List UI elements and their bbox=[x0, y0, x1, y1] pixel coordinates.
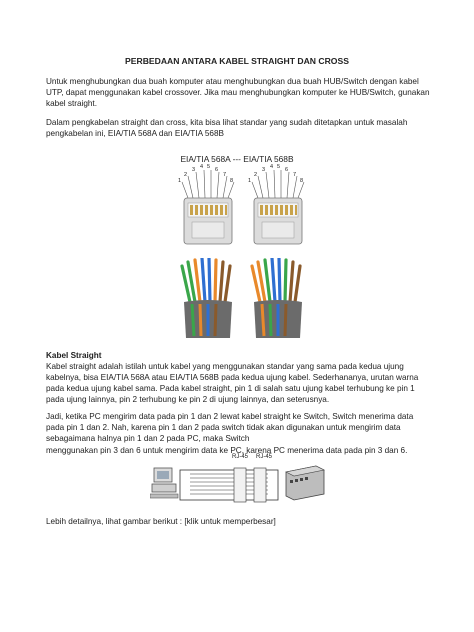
cable-end-icon bbox=[246, 258, 310, 340]
document-title: PERBEDAAN ANTARA KABEL STRAIGHT DAN CROSS bbox=[125, 56, 349, 66]
section-paragraph-1: Kabel straight adalah istilah untuk kabel yang menggunakan standar yang sama pada kedua ujung kabelnya, bisa EIA/TIA 568A atau EIA/TIA 568B pada kedua ujung kabel. Sederhananya, urutan warna pada kedua ujung kabel sama. Pada kabel straight, pin 1 di salah satu ujung kabel terhubung ke pin 1 pada ujung lainnya, pin 2 terhubung ke pin 2 di ujung lainnya, dan seterusnya. bbox=[46, 362, 419, 404]
pin-number-label: 6 bbox=[215, 167, 219, 173]
intro-paragraph-2: Dalam pengkabelan straight dan cross, kita bisa lihat standar yang sudah ditetapkan untuk masalah pengkabelan ini, EIA/TIA 568A dan EIA/TIA 568B bbox=[46, 118, 408, 138]
pin-number-label: 5 bbox=[277, 164, 281, 170]
pin-number-label: 7 bbox=[223, 172, 227, 178]
pc-switch-diagram bbox=[150, 454, 326, 510]
pin-number-label: 1 bbox=[178, 178, 182, 184]
section-heading: Kabel Straight bbox=[46, 351, 102, 360]
rj45-connector-icon bbox=[248, 170, 308, 248]
computer-icon bbox=[150, 468, 178, 498]
pin-number-label: 6 bbox=[285, 167, 289, 173]
pin-number-label: 7 bbox=[293, 172, 297, 178]
switch-icon bbox=[286, 466, 324, 500]
pin-number-label: 1 bbox=[248, 178, 252, 184]
rj45-label-right: RJ-45 bbox=[256, 454, 273, 460]
figure-caption: EIA/TIA 568A --- EIA/TIA 568B bbox=[180, 154, 294, 164]
pin-number-label: 2 bbox=[184, 172, 188, 178]
intro-paragraph-1: Untuk menghubungkan dua buah komputer atau menghubungkan dua buah HUB/Switch dengan kabel UTP, dapat menggunakan kabel crossover. Jika mau menghubungkan komputer ke HUB/Switch, gunakan kabel straight. bbox=[46, 77, 430, 108]
pin-number-label: 4 bbox=[200, 164, 204, 170]
pin-number-label: 8 bbox=[230, 178, 234, 184]
pin-number-label: 3 bbox=[262, 167, 266, 173]
pin-number-label: 8 bbox=[300, 178, 304, 184]
pin-number-label: 5 bbox=[207, 164, 211, 170]
rj45-connector-icon bbox=[178, 170, 238, 248]
pin-number-label: 3 bbox=[192, 167, 196, 173]
rj45-label-left: RJ-45 bbox=[232, 454, 249, 460]
pin-number-label: 2 bbox=[254, 172, 258, 178]
section-paragraph-2a: Jadi, ketika PC mengirim data pada pin 1 dan 2 lewat kabel straight ke Switch, Switch menerima data pada pin 1 dan 2. Nah, karena pin 1 dan 2 pada switch tidak akan digunakan untuk mengirim data sebagaimana halnya pin 1 dan 2 pada PC, maka Switch bbox=[46, 412, 414, 443]
cable-end-icon bbox=[176, 258, 240, 340]
section-paragraph-2b: menggunakan pin 3 dan 6 untuk mengirim data ke PC, karena PC menerima data pada pin 3 dan 6. bbox=[46, 446, 408, 455]
footer-link-text[interactable]: Lebih detailnya, lihat gambar berikut : [klik untuk memperbesar] bbox=[46, 517, 276, 526]
pin-number-label: 4 bbox=[270, 164, 274, 170]
